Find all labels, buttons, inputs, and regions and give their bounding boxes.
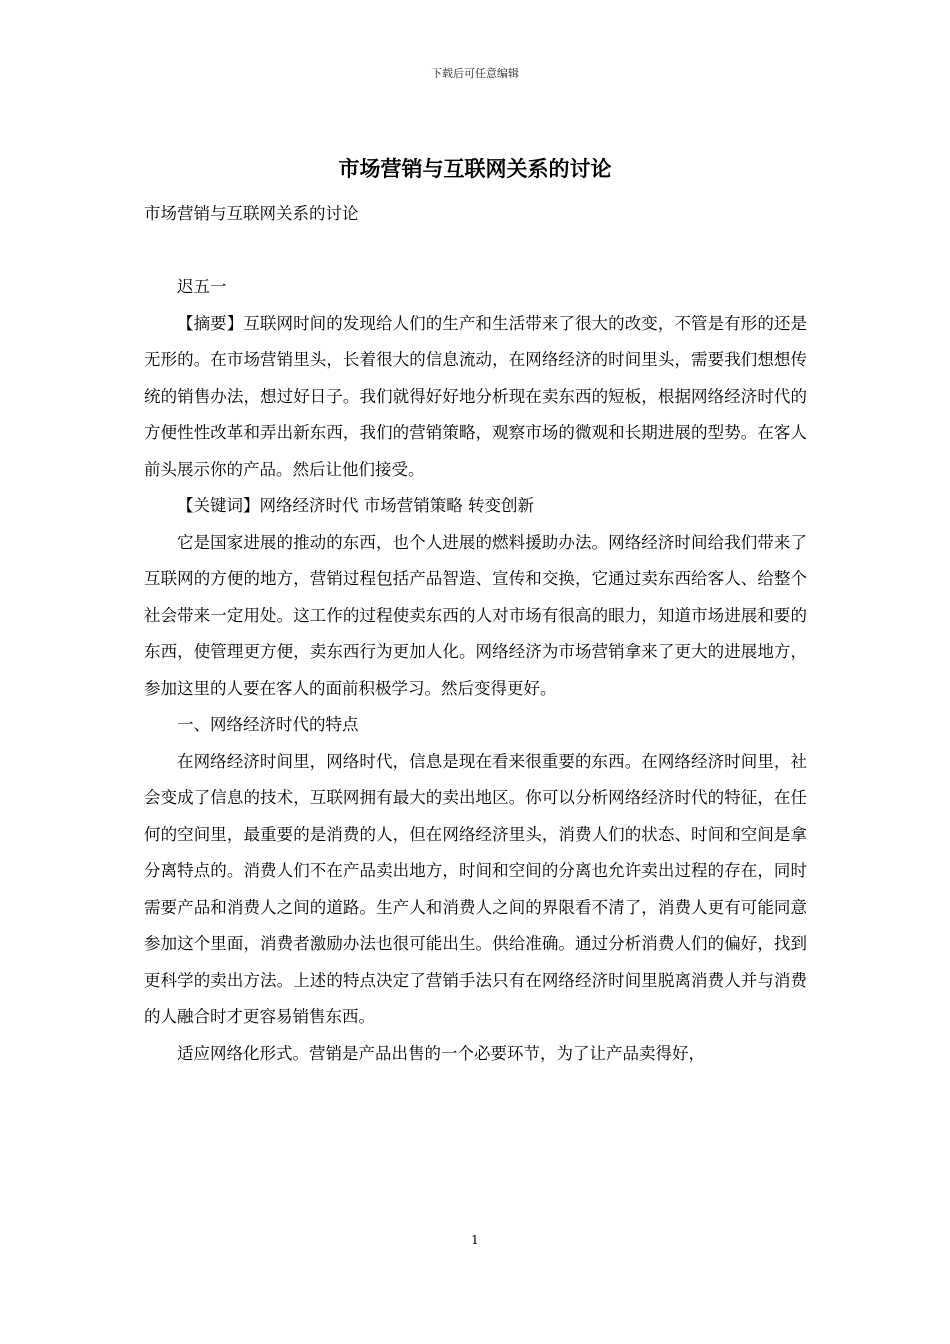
keywords-line: 【关键词】网络经济时代 市场营销策略 转变创新 <box>177 496 534 515</box>
blank-line <box>144 233 807 270</box>
document-title: 市场营销与互联网关系的讨论 <box>338 156 612 181</box>
author-line: 迟五一 <box>177 277 227 296</box>
section-heading: 一、网络经济时代的特点 <box>177 715 359 734</box>
document-body <box>144 196 807 1072</box>
page-number: 1 <box>471 1233 479 1247</box>
intro-paragraph: 它是国家进展的推动的东西，也个人进展的燃料援助办法。网络经济时间给我们带来了互联网的方便的地方，营销过程包括产品智造、宣传和交换，它通过卖东西给客人、给整个社会带来一定用处。这工作的过程使卖东西的人对市场有很高的眼力，知道市场进展和要的东西，使管理更方便，卖东西行为更加人化。网络经济为市场营销拿来了更大的进展地方，参加这里的人要在客人的面前积极学习。然后变得更好。 <box>144 532 807 698</box>
section-paragraph: 适应网络化形式。营销是产品出售的一个必要环节，为了让产品卖得好， <box>177 1043 705 1063</box>
page-header-note: 下载后可任意编辑 <box>431 67 519 80</box>
document-subtitle: 市场营销与互联网关系的讨论 <box>144 204 359 223</box>
abstract-paragraph: 【摘要】互联网时间的发现给人们的生产和生活带来了很大的改变，不管是有形的还是无形的。在市场营销里头，长着很大的信息流动，在网络经济的时间里头，需要我们想想传统的销售办法，想过好日子。我们就得好好地分析现在卖东西的短板，根据网络经济时代的方便性性改革和弄出新东西，我们的营销策略，观察市场的微观和长期进展的型势。在客人前头展示你的产品。然后让他们接受。 <box>144 313 807 479</box>
section-paragraph: 在网络经济时间里，网络时代，信息是现在看来很重要的东西。在网络经济时间里，社会变成了信息的技术，互联网拥有最大的卖出地区。你可以分析网络经济时代的特征，在任何的空间里，最重要的是消费的人，但在网络经济里头，消费人们的状态、时间和空间是拿分离特点的。消费人们不在产品卖出地方，时间和空间的分离也允许卖出过程的存在，同时需要产品和消费人之间的道路。生产人和消费人之间的界限看不清了，消费人更有可能同意参加这个里面，消费者激励办法也很可能出生。供给准确。通过分析消费人们的偏好，找到更科学的卖出方法。上述的特点决定了营销手法只有在网络经济时间里脱离消费人并与消费的人融合时才更容易销售东西。 <box>144 751 807 1026</box>
